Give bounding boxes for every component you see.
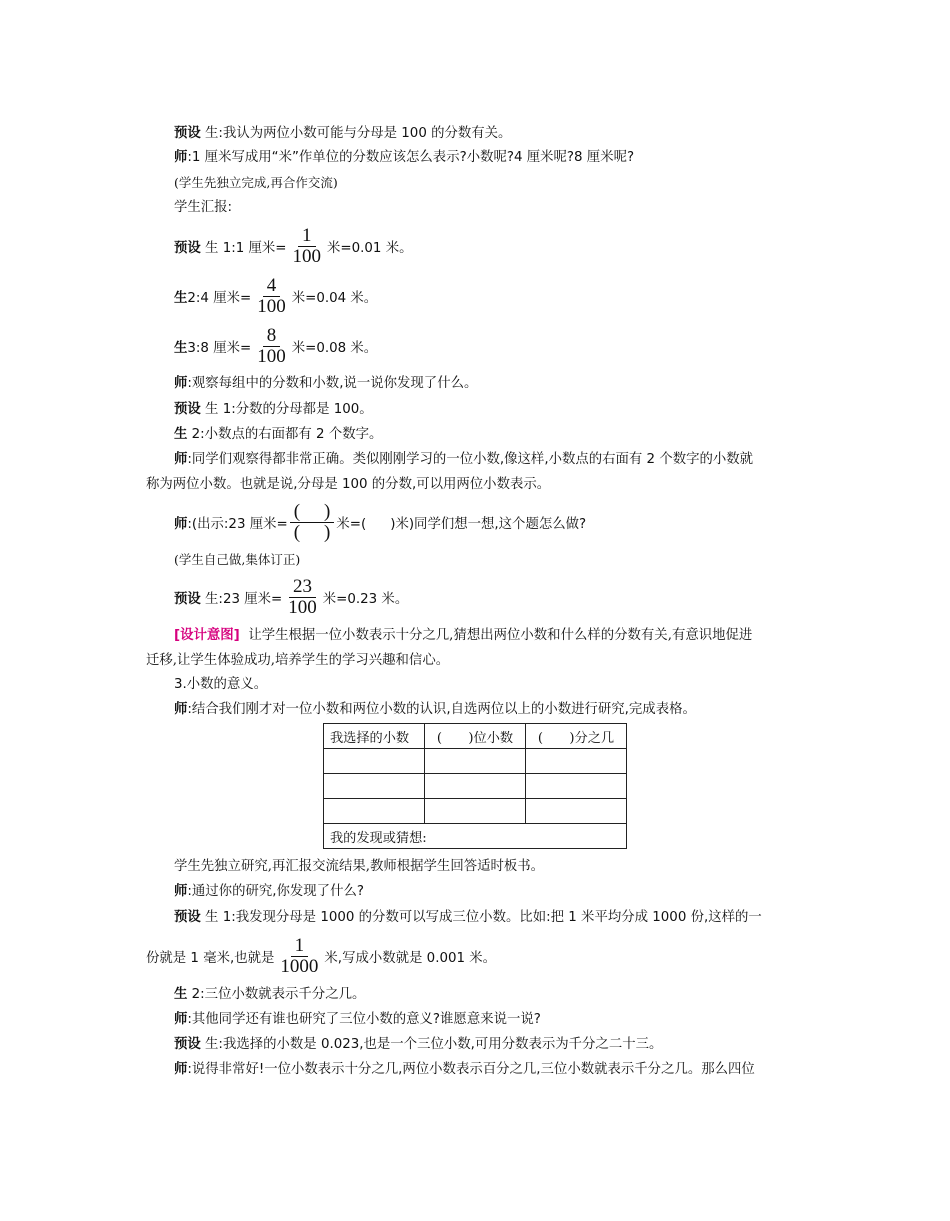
fraction: $\frac{8}{100}$: [257, 324, 286, 367]
design-intent-tag: [设计意图]: [174, 628, 240, 643]
fraction-line-6: 份就是 1 毫米,也就是 $\frac{1}{1000}$ 米,写成小数就是 0.001 米。: [146, 934, 497, 977]
table-footer-row: [324, 824, 627, 849]
fraction-line-3: 生 3:8 厘米= $\frac{8}{100}$ 米=0.08 米。: [174, 324, 378, 367]
section-heading: 3.小数的意义。: [174, 677, 268, 692]
line-14: 师:结合我们刚才对一位小数和两位小数的认识,自选两位以上的小数进行研究,完成表格。: [174, 702, 696, 717]
fraction: $\frac{1}{1000}$: [280, 934, 319, 977]
line-19: 师:其他同学还有谁也研究了三位小数的意义?谁愿意来说一说?: [174, 1012, 541, 1027]
line-8: 师:同学们观察得都非常正确。类似刚刚学习的一位小数,像这样,小数点的右面有 2 个数字的小数就: [174, 452, 754, 467]
line-9: 称为两位小数。也就是说,分母是 100 的分数,可以用两位小数表示。: [146, 477, 551, 492]
line-6: 预设 生 1:分数的分母都是 100。: [174, 402, 373, 417]
line-10: (学生自己做,集体订正): [174, 552, 301, 567]
fraction-line-2: 生 2:4 厘米= $\frac{4}{100}$ 米=0.04 米。: [174, 274, 378, 317]
table-row: [324, 774, 627, 799]
line-15: 学生先独立研究,再汇报交流结果,教师根据学生回答适时板书。: [174, 859, 545, 874]
fraction: $\frac{4}{100}$: [257, 274, 286, 317]
table-row: [324, 749, 627, 774]
table-header-cell: 我选择的小数: [324, 724, 425, 749]
line-5: 师:观察每组中的分数和小数,说一说你发现了什么。: [174, 376, 478, 391]
line-17: 预设 生 1:我发现分母是 1000 的分数可以写成三位小数。比如:把 1 米平均分成 1000 份,这样的一: [174, 910, 762, 925]
table-row: [324, 799, 627, 824]
fraction-line-4: 师 :(出示:23 厘米= $\frac{( )}{( )}$ 米=( )米)同学们想一想,这个题怎么做?: [174, 500, 587, 543]
line-21: 师:说得非常好!一位小数表示十分之几,两位小数表示百分之几,三位小数就表示千分之几。那么四位: [174, 1062, 755, 1077]
fraction-line-5: 预设 生:23 厘米= $\frac{23}{100}$ 米=0.23 米。: [174, 575, 409, 618]
table-footer-cell: 我的发现或猜想:: [324, 824, 627, 849]
fraction: $\frac{23}{100}$: [288, 575, 317, 618]
line-16: 师:通过你的研究,你发现了什么?: [174, 884, 364, 899]
table-header-cell: ( )分之几: [526, 724, 627, 749]
blank-fraction: $\frac{( )}{( )}$: [290, 502, 335, 543]
line-3: (学生先独立完成,再合作交流): [174, 175, 338, 190]
line-4: 学生汇报:: [174, 200, 233, 215]
line-20: 预设 生:我选择的小数是 0.023,也是一个三位小数,可用分数表示为千分之二十三。: [174, 1037, 663, 1052]
table-header-cell: ( )位小数: [425, 724, 526, 749]
design-intent-line: [设计意图] 让学生根据一位小数表示十分之几,猜想出两位小数和什么样的分数有关,有意识地促进: [174, 628, 753, 643]
line-18: 生 2:三位小数就表示千分之几。: [174, 987, 366, 1002]
research-table: [323, 723, 627, 849]
table-header-row: [324, 724, 627, 749]
line-7: 生 2:小数点的右面都有 2 个数字。: [174, 427, 383, 442]
line-1: 预设 生:我认为两位小数可能与分母是 100 的分数有关。: [174, 126, 512, 141]
line-12: 迁移,让学生体验成功,培养学生的学习兴趣和信心。: [146, 653, 450, 668]
line-2: 师:1 厘米写成用“米”作单位的分数应该怎么表示?小数呢?4 厘米呢?8 厘米呢?: [174, 150, 635, 165]
fraction-line-1: 预设 生 1:1 厘米= $\frac{1}{100}$ 米=0.01 米。: [174, 224, 413, 267]
fraction: $\frac{1}{100}$: [292, 224, 322, 267]
